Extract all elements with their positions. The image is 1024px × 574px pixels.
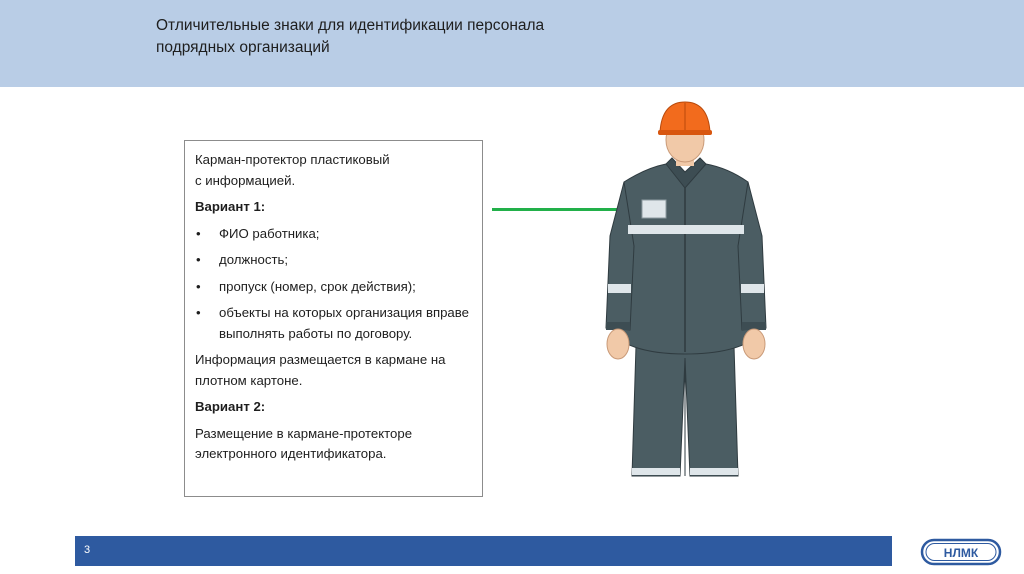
page-title-line-2: подрядных организаций bbox=[156, 39, 330, 56]
header-banner bbox=[0, 0, 1024, 87]
list-item: • должность; bbox=[195, 250, 472, 271]
page-title bbox=[156, 15, 716, 59]
placement-note: Информация размещается в кармане на плотном картоне. bbox=[195, 352, 446, 388]
list-item: • объекты на которых организация вправе выполнять работы по договору. bbox=[195, 303, 472, 344]
list-item: • пропуск (номер, срок действия); bbox=[195, 277, 472, 298]
page-number: 3 bbox=[84, 544, 91, 556]
intro-text bbox=[195, 150, 472, 191]
logo-text: НЛМК bbox=[943, 546, 979, 560]
page-title-line-1: Отличительные знаки для идентификации персонала bbox=[156, 17, 545, 34]
intro-line-1: Карман-протектор пластиковый bbox=[195, 152, 390, 167]
variant-2-text: Размещение в кармане-протекторе электронного идентификатора. bbox=[195, 425, 413, 461]
worker-in-uniform-illustration bbox=[596, 96, 776, 480]
intro-line-2: с информацией. bbox=[195, 172, 296, 188]
list-item: • ФИО работника; bbox=[195, 224, 472, 245]
variant-1-list bbox=[195, 224, 472, 345]
footer-bar bbox=[75, 536, 892, 566]
nlmk-logo bbox=[920, 537, 1002, 567]
variant-1-heading: Вариант 1: bbox=[195, 199, 266, 214]
variant-2-heading: Вариант 2: bbox=[195, 399, 266, 414]
info-box bbox=[184, 140, 483, 497]
